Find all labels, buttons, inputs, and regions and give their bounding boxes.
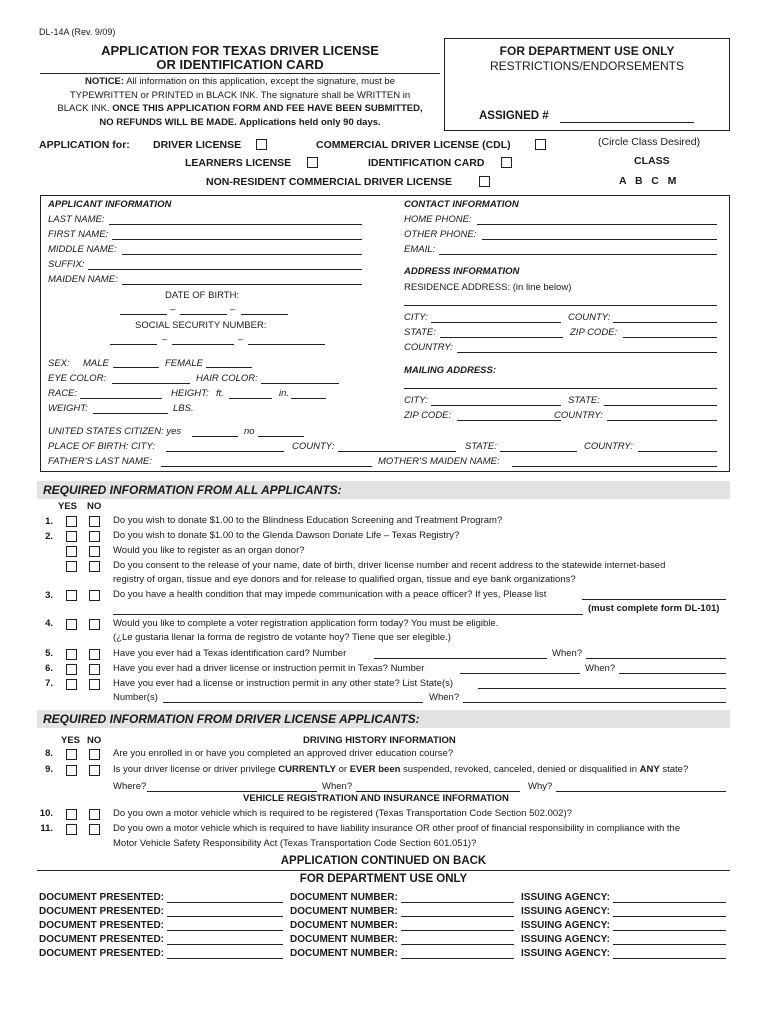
q7-states-field[interactable] (478, 688, 726, 689)
application-for-label: APPLICATION for: (39, 139, 130, 151)
mailing-address-label: MAILING ADDRESS: (404, 365, 497, 376)
q8-no-checkbox[interactable] (89, 749, 100, 760)
driving-history-header: DRIVING HISTORY INFORMATION (303, 735, 456, 746)
father-last-name-field[interactable] (161, 466, 372, 467)
last-name-label: LAST NAME: (48, 214, 105, 225)
q8-yes-checkbox[interactable] (66, 749, 77, 760)
height-ft-label: ft. (216, 388, 224, 399)
ssn-part3-field[interactable] (248, 344, 325, 345)
middle-name-label: MIDDLE NAME: (48, 244, 117, 255)
res-state-field[interactable] (440, 337, 563, 338)
applicant-info-header: APPLICANT INFORMATION (48, 199, 172, 210)
mail-country-label: COUNTRY: (554, 410, 603, 421)
q8-text: Are you enrolled in or have you completed an approved driver education course? (113, 748, 454, 759)
q9-text-b: CURRENTLY (278, 764, 336, 775)
q9-yes-checkbox[interactable] (66, 765, 77, 776)
sec2-yes-header: YES (61, 735, 81, 746)
cdl-checkbox[interactable] (535, 139, 546, 150)
ssn-part1-field[interactable] (110, 344, 157, 345)
document-presented-label: DOCUMENT PRESENTED: (39, 934, 165, 945)
q3-no-checkbox[interactable] (89, 590, 100, 601)
q3-note: (must complete form DL-101) (588, 603, 720, 614)
ssn-label: SOCIAL SECURITY NUMBER: (135, 320, 267, 331)
issuing-agency-field[interactable] (613, 930, 726, 931)
height-label: HEIGHT: (171, 388, 209, 399)
learners-license-checkbox[interactable] (307, 157, 318, 168)
sec1-yes-header: YES (58, 501, 78, 512)
pob-city-label: PLACE OF BIRTH: CITY: (48, 441, 155, 452)
q9-when-field[interactable] (356, 791, 520, 792)
q4-text-spanish: (¿Le gustaria llenar la forma de registro de votante hoy? Tiene que ser elegible.) (113, 632, 451, 643)
other-phone-label: OTHER PHONE: (404, 229, 477, 240)
document-number-field[interactable] (401, 958, 514, 959)
q9-why-label: Why? (528, 781, 553, 792)
circle-class-note: (Circle Class Desired) (598, 136, 701, 148)
q2c-yes-checkbox[interactable] (66, 561, 77, 572)
residence-address-label: RESIDENCE ADDRESS: (in line below) (404, 282, 572, 293)
section-driver-license-header: REQUIRED INFORMATION FROM DRIVER LICENSE APPLICANTS: (37, 710, 730, 728)
dept-box-subtitle: RESTRICTIONS/ENDORSEMENTS (489, 59, 684, 73)
issuing-agency-label: ISSUING AGENCY: (521, 948, 610, 959)
issuing-agency-field[interactable] (613, 944, 726, 945)
home-phone-label: HOME PHONE: (404, 214, 472, 225)
race-field[interactable] (80, 398, 162, 399)
q-number: 10. (39, 808, 53, 819)
q2c-no-checkbox[interactable] (89, 561, 100, 572)
q-number: 6. (45, 663, 53, 674)
form-title-line1: APPLICATION FOR TEXAS DRIVER LICENSE (101, 43, 379, 58)
document-number-field[interactable] (401, 944, 514, 945)
document-number-label: DOCUMENT NUMBER: (290, 920, 398, 931)
mail-city-label: CITY: (404, 395, 428, 406)
dob-day-field[interactable] (180, 314, 227, 315)
q11-no-checkbox[interactable] (89, 824, 100, 835)
issuing-agency-field[interactable] (613, 902, 726, 903)
ssn-part2-field[interactable] (172, 344, 234, 345)
q-number: 4. (45, 618, 53, 629)
res-zip-label: ZIP CODE: (570, 327, 618, 338)
q3-yes-checkbox[interactable] (66, 590, 77, 601)
height-ft-field[interactable] (229, 398, 272, 399)
pob-city-field[interactable] (166, 451, 284, 452)
q-number: 11. (40, 823, 53, 834)
dob-month-field[interactable] (120, 314, 167, 315)
identification-card-checkbox[interactable] (501, 157, 512, 168)
res-city-label: CITY: (404, 312, 428, 323)
q2-yes-checkbox[interactable] (66, 531, 77, 542)
driver-license-label: DRIVER LICENSE (153, 139, 242, 151)
footer-dept-use-title: FOR DEPARTMENT USE ONLY (299, 873, 468, 885)
title-rule (40, 73, 440, 74)
citizen-yes-field[interactable] (192, 436, 238, 437)
dob-dash-2: – (230, 304, 236, 315)
notice-text-4: NO REFUNDS WILL BE MADE. Applications held only 90 days. (99, 116, 381, 128)
suffix-field[interactable] (88, 269, 362, 270)
footer-rule (37, 870, 730, 871)
q1-yes-checkbox[interactable] (66, 516, 77, 527)
notice-text-3a: BLACK INK. (57, 103, 110, 114)
mail-zip-label: ZIP CODE: (404, 410, 452, 421)
q11-text-1: Do you own a motor vehicle which is required to have liability insurance OR other proof of financial responsibility in compliance with the (113, 823, 681, 834)
q5-text: Have you ever had a Texas identification card? Number (113, 648, 347, 659)
cdl-label: COMMERCIAL DRIVER LICENSE (CDL) (316, 139, 511, 151)
q9-text-d: EVER been (349, 764, 401, 775)
q10-yes-checkbox[interactable] (66, 809, 77, 820)
q7-text: Have you ever had a license or instruction permit in any other state? List State(s) (113, 678, 454, 689)
mail-state-label: STATE: (568, 395, 600, 406)
q3-list-field-2[interactable] (113, 614, 583, 615)
document-number-label: DOCUMENT NUMBER: (290, 906, 398, 917)
q3-list-field[interactable] (582, 599, 726, 600)
document-presented-field[interactable] (167, 958, 283, 959)
q-number: 7. (45, 678, 53, 689)
q5-when-field[interactable] (586, 658, 726, 659)
middle-name-field[interactable] (122, 254, 362, 255)
q7-numbers-label: Number(s) (113, 692, 158, 703)
q5-yes-checkbox[interactable] (66, 649, 77, 660)
q5-number-field[interactable] (374, 658, 547, 659)
q6-no-checkbox[interactable] (89, 664, 100, 675)
sec2-no-header: NO (87, 735, 102, 746)
sec1-no-header: NO (87, 501, 102, 512)
maiden-name-label: MAIDEN NAME: (48, 274, 118, 285)
q7-numbers-field[interactable] (163, 702, 423, 703)
q2-no-checkbox[interactable] (89, 531, 100, 542)
document-presented-label: DOCUMENT PRESENTED: (39, 906, 165, 917)
pob-country-label: COUNTRY: (584, 441, 633, 452)
male-field[interactable] (113, 367, 159, 368)
sex-label: SEX: (48, 358, 70, 369)
q7-when-field[interactable] (463, 702, 726, 703)
ssn-dash-1: – (162, 334, 168, 345)
father-last-name-label: FATHER'S LAST NAME: (48, 456, 152, 467)
document-presented-field[interactable] (167, 930, 283, 931)
continued-on-back: APPLICATION CONTINUED ON BACK (280, 855, 487, 867)
q9-no-checkbox[interactable] (89, 765, 100, 776)
address-info-header: ADDRESS INFORMATION (404, 266, 520, 277)
q10-text: Do you own a motor vehicle which is required to be registered (Texas Transportation Code Section 502.002)? (113, 808, 572, 819)
pob-county-field[interactable] (338, 451, 456, 452)
q9-text-c: or (338, 764, 348, 775)
q6-yes-checkbox[interactable] (66, 664, 77, 675)
issuing-agency-field[interactable] (613, 916, 726, 917)
q6-text: Have you ever had a driver license or instruction permit in Texas? Number (113, 663, 425, 674)
non-resident-cdl-label: NON-RESIDENT COMMERCIAL DRIVER LICENSE (206, 176, 452, 188)
suffix-label: SUFFIX: (48, 259, 85, 270)
learners-license-label: LEARNERS LICENSE (185, 157, 292, 169)
weight-field[interactable] (93, 413, 168, 414)
contact-info-header: CONTACT INFORMATION (404, 199, 519, 210)
residence-address-field[interactable] (404, 305, 717, 306)
q-number: 8. (45, 748, 53, 759)
mother-maiden-name-label: MOTHER'S MAIDEN NAME: (378, 456, 500, 467)
notice-text-2: TYPEWRITTEN or PRINTED in BLACK INK. The signature shall be WRITTEN in (69, 89, 411, 101)
q2c-text-2: registry of organ, tissue and eye donors and for release to qualified organ, tissue and eye bank organizations? (113, 574, 576, 585)
q1-text: Do you wish to donate $1.00 to the Blindness Education Screening and Treatment Program? (113, 515, 503, 526)
q-number: 5. (45, 648, 53, 659)
mail-zip-field[interactable] (457, 420, 561, 421)
dob-dash-1: – (170, 304, 176, 315)
q-number: 3. (45, 590, 53, 601)
lbs-label: LBS. (173, 403, 194, 414)
dob-year-field[interactable] (241, 314, 288, 315)
pob-state-field[interactable] (500, 451, 577, 452)
eye-color-field[interactable] (112, 383, 190, 384)
res-county-field[interactable] (613, 322, 717, 323)
document-presented-field[interactable] (167, 902, 283, 903)
class-options[interactable]: A B C M (619, 175, 677, 187)
section-all-applicants-header: REQUIRED INFORMATION FROM ALL APPLICANTS: (37, 481, 730, 499)
mail-country-field[interactable] (607, 420, 717, 421)
q9-text-f: ANY (639, 764, 660, 775)
female-label: FEMALE (165, 358, 204, 369)
q9-text-g: state? (662, 764, 689, 775)
email-label: EMAIL: (404, 244, 436, 255)
us-citizen-label: UNITED STATES CITIZEN: yes (48, 426, 182, 437)
issuing-agency-field[interactable] (613, 958, 726, 959)
last-name-field[interactable] (109, 224, 362, 225)
document-number-field[interactable] (401, 902, 514, 903)
issuing-agency-label: ISSUING AGENCY: (521, 892, 610, 903)
q6-number-field[interactable] (460, 673, 580, 674)
notice-text-1: All information on this application, except the signature, must be (126, 76, 395, 87)
document-number-label: DOCUMENT NUMBER: (290, 948, 398, 959)
res-city-field[interactable] (431, 322, 561, 323)
document-presented-label: DOCUMENT PRESENTED: (39, 920, 165, 931)
q9-where-field[interactable] (147, 791, 317, 792)
document-number-field[interactable] (401, 916, 514, 917)
q2b-yes-checkbox[interactable] (66, 546, 77, 557)
q11-yes-checkbox[interactable] (66, 824, 77, 835)
document-number-label: DOCUMENT NUMBER: (290, 892, 398, 903)
q3-text: Do you have a health condition that may impede communication with a peace officer? If yes, Please list (113, 589, 547, 600)
q6-when-label: When? (585, 663, 616, 674)
issuing-agency-label: ISSUING AGENCY: (521, 920, 610, 931)
res-county-label: COUNTY: (568, 312, 611, 323)
q2b-text: Would you like to register as an organ donor? (113, 545, 305, 556)
non-resident-cdl-checkbox[interactable] (479, 176, 490, 187)
notice (40, 75, 440, 129)
female-field[interactable] (206, 367, 252, 368)
issuing-agency-label: ISSUING AGENCY: (521, 934, 610, 945)
q9-why-field[interactable] (556, 791, 726, 792)
q4-no-checkbox[interactable] (89, 619, 100, 630)
q7-no-checkbox[interactable] (89, 679, 100, 690)
first-name-field[interactable] (112, 239, 362, 240)
q4-text: Would you like to complete a voter registration application form today? You must be eligible. (113, 618, 499, 629)
q9-when-label: When? (322, 781, 353, 792)
q4-yes-checkbox[interactable] (66, 619, 77, 630)
form-id: DL-14A (Rev. 9/09) (39, 27, 116, 37)
weight-label: WEIGHT: (48, 403, 88, 414)
res-state-label: STATE: (404, 327, 436, 338)
race-label: RACE: (48, 388, 78, 399)
dob-label: DATE OF BIRTH: (165, 290, 240, 301)
document-presented-label: DOCUMENT PRESENTED: (39, 948, 165, 959)
q9-where-label: Where? (113, 781, 147, 792)
mail-state-field[interactable] (604, 405, 717, 406)
pob-county-label: COUNTY: (292, 441, 335, 452)
res-country-field[interactable] (457, 352, 717, 353)
eye-color-label: EYE COLOR: (48, 373, 107, 384)
notice-label: NOTICE: (85, 76, 125, 87)
home-phone-field[interactable] (477, 224, 717, 225)
q2c-text-1: Do you consent to the release of your name, date of birth, driver license number and recent address to the statewide internet-based (113, 560, 666, 571)
citizen-no-field[interactable] (258, 436, 304, 437)
q11-text-2: Motor Vehicle Safety Responsibility Act (Texas Transportation Code Section 601.051)? (113, 838, 477, 849)
document-presented-field[interactable] (167, 944, 283, 945)
identification-card-label: IDENTIFICATION CARD (368, 157, 485, 169)
q10-no-checkbox[interactable] (89, 809, 100, 820)
q9-text-a: Is your driver license or driver privilege (113, 764, 276, 775)
class-label: CLASS (634, 155, 670, 167)
q5-no-checkbox[interactable] (89, 649, 100, 660)
q5-when-label: When? (552, 648, 583, 659)
document-presented-label: DOCUMENT PRESENTED: (39, 892, 165, 903)
document-number-label: DOCUMENT NUMBER: (290, 934, 398, 945)
document-number-field[interactable] (401, 930, 514, 931)
q7-yes-checkbox[interactable] (66, 679, 77, 690)
issuing-agency-label: ISSUING AGENCY: (521, 906, 610, 917)
maiden-name-field[interactable] (122, 284, 362, 285)
q9-text (113, 764, 688, 775)
assigned-label: ASSIGNED # (479, 110, 549, 122)
vehicle-registration-header: VEHICLE REGISTRATION AND INSURANCE INFORMATION (243, 793, 509, 804)
q-number: 2. (45, 531, 53, 542)
res-zip-field[interactable] (623, 337, 717, 338)
q-number: 1. (45, 516, 53, 527)
q9-text-e: suspended, revoked, canceled, denied or disqualified in (403, 764, 638, 775)
height-in-field[interactable] (291, 398, 326, 399)
q6-when-field[interactable] (619, 673, 726, 674)
driver-license-checkbox[interactable] (256, 139, 267, 150)
pob-state-label: STATE: (465, 441, 497, 452)
q1-no-checkbox[interactable] (89, 516, 100, 527)
notice-text-3b: ONCE THIS APPLICATION FORM AND FEE HAVE BEEN SUBMITTED, (112, 103, 423, 114)
mail-city-field[interactable] (431, 405, 561, 406)
q2b-no-checkbox[interactable] (89, 546, 100, 557)
assigned-field[interactable] (560, 122, 694, 123)
height-in-label: in. (279, 388, 290, 399)
q7-when-label: When? (429, 692, 460, 703)
other-phone-field[interactable] (482, 239, 717, 240)
first-name-label: FIRST NAME: (48, 229, 109, 240)
mother-maiden-name-field[interactable] (512, 466, 717, 467)
ssn-dash-2: – (238, 334, 244, 345)
male-label: MALE (83, 358, 109, 369)
email-field[interactable] (439, 254, 717, 255)
hair-color-field[interactable] (261, 383, 339, 384)
dept-box-title: FOR DEPARTMENT USE ONLY (499, 44, 675, 58)
document-presented-field[interactable] (167, 916, 283, 917)
q2-text: Do you wish to donate $1.00 to the Glenda Dawson Donate Life – Texas Registry? (113, 530, 460, 541)
citizen-no-label: no (244, 426, 255, 437)
form-title-line2: OR IDENTIFICATION CARD (156, 57, 324, 72)
res-country-label: COUNTRY: (404, 342, 453, 353)
mailing-address-field[interactable] (404, 388, 717, 389)
hair-color-label: HAIR COLOR: (196, 373, 258, 384)
q-number: 9. (45, 764, 53, 775)
pob-country-field[interactable] (638, 451, 717, 452)
